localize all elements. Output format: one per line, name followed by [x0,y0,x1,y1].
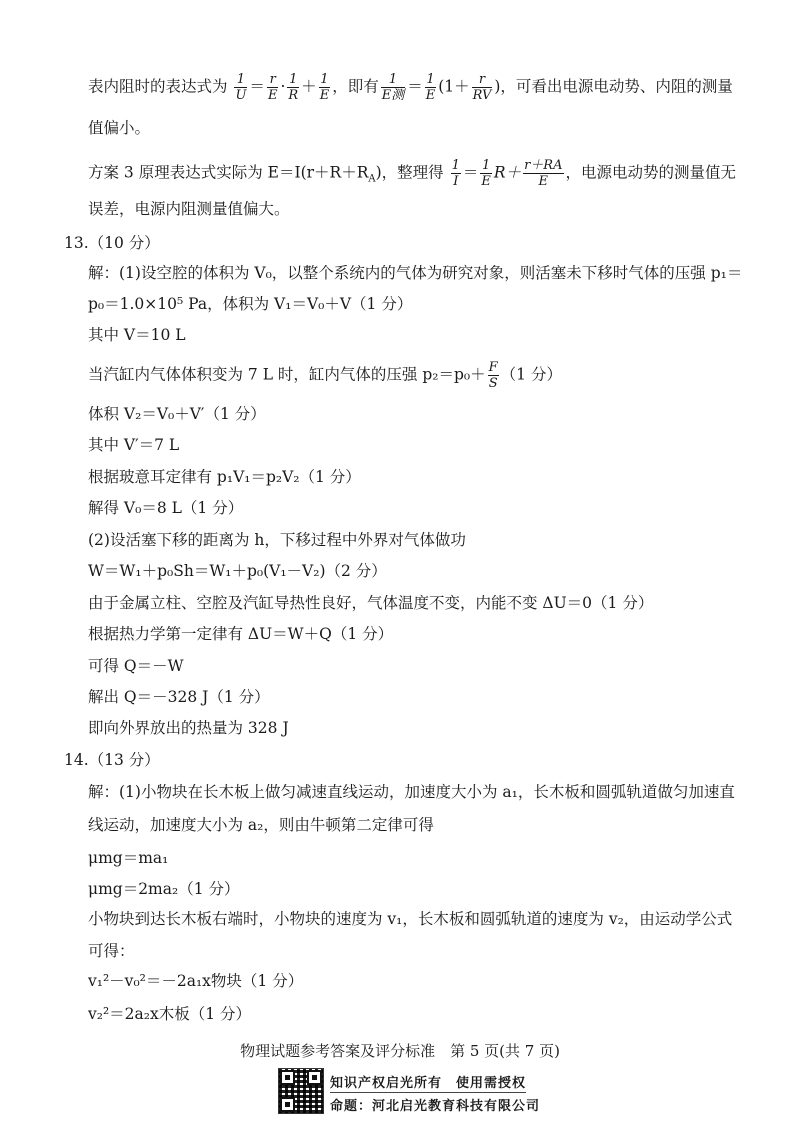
text-line: 解出 Q＝－328 J（1 分） [88,688,270,706]
question-number: 14.（13 分） [64,751,160,769]
fraction: $\frac{1}{E}$ [481,158,491,189]
fraction: $\frac{1}{U}$ [235,72,247,103]
text-line: 当汽缸内气体体积变为 7 L 时，缸内气体的压强 p₂＝p₀＋ $\frac{F}{S}$ （1 分） [88,360,562,391]
text-line: (2)设活塞下移的距离为 h，下移过程中外界对气体做功 [88,531,466,549]
text-line: p₀＝1.0×10⁵ Pa，体积为 V₁＝V₀＋V（1 分） [88,295,413,313]
divider [330,1092,526,1093]
fraction: $\frac{r}{RV}$ [472,72,492,103]
fraction: $\frac{1}{\text{E测}}$ [381,72,405,103]
text-line: 误差，电源内阻测量值偏大。 [88,200,290,218]
text-line: 可得： [88,942,135,960]
text-line: 线运动，加速度大小为 a₂，则由牛顿第二定律可得 [88,816,434,834]
copyright-notice: 知识产权启光所有 使用需授权 [330,1076,527,1091]
text-line: 解：(1)设空腔的体积为 V₀，以整个系统内的气体为研究对象，则活塞未下移时气体的压强 p₁＝ [88,264,743,282]
text-line: μmg＝ma₁ [88,849,169,867]
text-line: 解得 V₀＝8 L（1 分） [88,499,244,517]
fraction: $\frac{1}{R}$ [288,72,299,103]
text-line: 根据热力学第一定律有 ΔU＝W＋Q（1 分） [88,625,394,643]
text-line: 值偏小。 [88,119,151,137]
qr-code-icon [278,1068,324,1114]
fraction: $\frac{F}{S}$ [488,360,498,391]
text-line: 体积 V₂＝V₀＋V′（1 分） [88,405,266,423]
fraction: $\frac{1}{E}$ [425,72,436,103]
fraction: $\frac{r+RA}{E}$ [524,158,563,189]
question-number: 13.（10 分） [64,234,160,252]
text-line: 根据玻意耳定律有 p₁V₁＝p₂V₂（1 分） [88,468,361,486]
text-line: 可得 Q＝－W [88,657,184,675]
text-line: 方案 3 原理表达式实际为 $E=I(r+R+R_A)$，整理得 $\frac{1}{I}$ ＝ $\frac{1}{E}$ R＋ $\frac{r+RA}{E}$ ，电源电动势的测量值无 [88,158,737,189]
text-line: 表内阻时的表达式为 $\frac{1}{U}$ ＝ $\frac{r}{E}$ · $\frac{1}{R}$ ＋ $\frac{1}{E}$ ，即有 $\frac{1}{\text{E测}}$ ＝ $\frac{1}{E}$ (1＋ $\frac{r}{RV}$ )，可看出电源电动势、内阻的测量 [88,72,733,103]
fraction: $\frac{1}{I}$ [451,158,460,189]
text-line: W＝W₁＋p₀Sh＝W₁＋p₀(V₁－V₂)（2 分） [88,562,387,580]
text-line: v₂²＝2a₂x木板（1 分） [88,1005,252,1023]
text-line: μmg＝2ma₂（1 分） [88,880,240,898]
text-line: 其中 V＝10 L [88,326,186,344]
text-line: 解：(1)小物块在长木板上做匀减速直线运动，加速度大小为 a₁，长木板和圆弧轨道做匀加速直 [88,783,735,801]
text-line: 由于金属立柱、空腔及汽缸导热性良好，气体温度不变，内能不变 ΔU＝0（1 分） [88,594,654,612]
author-notice: 命题：河北启光教育科技有限公司 [330,1099,541,1114]
fraction: $\frac{r}{E}$ [267,72,278,103]
text-line: 即向外界放出的热量为 328 J [88,719,289,737]
text-line: 其中 V′＝7 L [88,436,180,454]
fraction: $\frac{1}{E}$ [319,72,330,103]
text-line: v₁²－v₀²＝－2a₁x物块（1 分） [88,972,304,990]
page-footer: 物理试题参考答案及评分标准 第 5 页(共 7 页) [240,1042,560,1060]
text-line: 小物块到达长木板右端时，小物块的速度为 v₁，长木板和圆弧轨道的速度为 v₂，由运动学公式 [88,910,733,928]
